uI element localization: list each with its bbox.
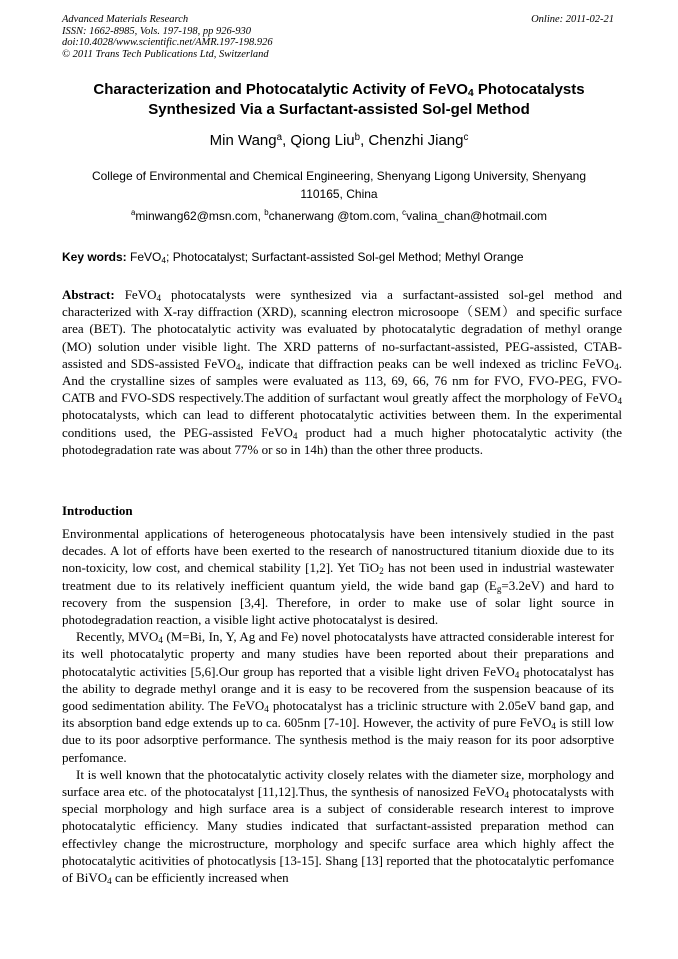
online-date: Online: 2011-02-21 xyxy=(531,14,614,25)
title-line-1: Characterization and Photocatalytic Activity of FeVO$_4$ Photocatalysts xyxy=(93,81,585,99)
introduction-body xyxy=(62,525,614,886)
title-line-2: Synthesized Via a Surfactant-assisted Sol-gel Method xyxy=(148,101,530,118)
author-emails: $^a$minwang62@msn.com, $^b$chanerwang @tom.com, $^c$valina_chan@hotmail.com xyxy=(131,208,547,223)
keywords-label: Key words: xyxy=(62,250,127,264)
author-1: Min Wang xyxy=(209,132,277,149)
abstract-label: Abstract: xyxy=(62,287,115,302)
email-3: valina_chan@hotmail.com xyxy=(406,209,547,223)
author-2: Qiong Liu xyxy=(290,132,355,149)
abstract: Abstract: FeVO$_4$ photocatalysts were synthesized via a surfactant-assisted sol-gel method and characterized with X-ray diffraction (XRD), scanning electron microsoope（SEM）and specific surface area (BET). The photocatalytic activity was evaluated by photocatalytic degradation of methyl orange (MO) solution under visible light. The XRD patterns of no-surfactant-assisted, PEG-assisted, CTAB-assisted and SDS-assisted FeVO$_4$, indicate that diffraction peaks can be well indexed as triclinc FeVO$_4$. And the crystalline sizes of samples were evaluated as 113, 69, 66, 76 nm for FVO, FVO-PEG, FVO-CATB and FVO-SDS respectively.The addition of surfactant woul greatly affect the morphology of FeVO$_4$ photocatalysts, which can lead to different photocatalytic activities between them. In the experimental conditions used, the PEG-assisted FeVO$_4$ product had a much higher photocatalytic activity (the photodegradation rate was about 77% or so in 14h) than the other three products. xyxy=(62,287,623,457)
copyright-line: © 2011 Trans Tech Publications Ltd, Switzerland xyxy=(62,48,269,60)
introduction-heading: Introduction xyxy=(62,503,133,518)
author-3: Chenzhi Jiang xyxy=(368,132,464,149)
email-2: chanerwang @tom.com, xyxy=(268,209,403,223)
journal-name: Advanced Materials Research xyxy=(62,14,189,25)
doi-line: doi:10.4028/www.scientific.net/AMR.197-198.926 xyxy=(62,37,273,48)
affiliation: College of Environmental and Chemical Engineering, Shenyang Ligong University, Shenyang 110165, China xyxy=(91,169,587,201)
intro-paragraph-2: Recently, $MVO_4$ (M=Bi, In, Y, Ag and Fe) novel photocatalysts have attracted considerable interest for its well photocatalytic property and many studies have been reported about their preparations and photocatalytic activities [5,6].Our group has reported that a visible light driven FeVO$_4$ photocatalyst has the ability to degrade methyl orange and it is easy to be recovered from the suspension beacause of its good sedimentation ability. The FeVO$_4$ photocatalyst has a triclinic structure with 2.05eV band gap, and its absorption band edge extends up to ca. 605nm [7-10]. However, the activity of pure FeVO$_4$ is still low due to its poor adsorptive performance. The synthesis method is the maiy reason for its poor adsorptive perfomance. xyxy=(62,629,614,765)
paper-title xyxy=(40,80,638,120)
intro-paragraph-3: It is well known that the photocatalytic activity closely relates with the diameter size, morphology and surface area etc. of the photocatalyst [11,12].Thus, the synthesis of nanosized FeVO$_4$ photocatalysts with special morphology and high surface area is a subject of considerable research interest to improve photocatalytic efficiency. Many studies indicated that surfactant-assisted preparation method can effectivley change the microstructure, morphology and specifc surface area which highly affect the photocatalytic acitivities of photocatlysis [13-15]. Shang [13] reported that the photocatalytic perfomance of BiVO$_4$ can be efficiently increased when xyxy=(62,766,614,887)
issn-line: ISSN: 1662-8985, Vols. 197-198, pp 926-930 xyxy=(62,25,251,37)
email-1: minwang62@msn.com, xyxy=(135,209,265,223)
keywords: Key words: FeVO$_4$; Photocatalyst; Surfactant-assisted Sol-gel Method; Methyl Orange xyxy=(62,250,524,265)
journal-header xyxy=(62,14,614,60)
author-list: Min Wang$^a$, Qiong Liu$^b$, Chenzhi Jiang$^c$ xyxy=(209,132,469,149)
intro-paragraph-1: Environmental applications of heterogeneous photocatalysis have been intensively studied in the past decades. A lot of efforts have been exerted to the research of nanostructured titanium dioxide due to its non-toxicity, low cost, and chemical stability [1,2]. Yet TiO$_2$ has not been used in industrial wastewater treatment due to its relatively inefficient quantum yield, the wide band gap $(E_g=3.2eV)$ and hard to recovery from the suspension [3,4]. Therefore, in order to make use of solar light source in photodegradation reaction, a visible light active photocatalyst is desired. xyxy=(62,526,614,628)
